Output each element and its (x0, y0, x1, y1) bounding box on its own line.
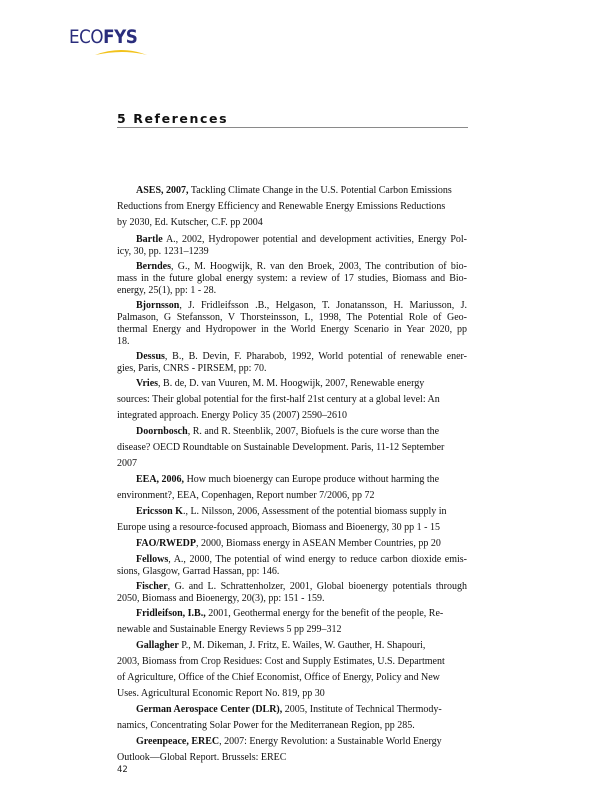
reference-author: Berndes (136, 260, 171, 272)
reference-text: 2007 (117, 457, 137, 469)
reference-line (117, 376, 467, 392)
reference-text: 2001, Geothermal energy for the benefit of the people, Re- (205, 607, 444, 619)
reference-entry (117, 261, 467, 298)
reference-text: How much bioenergy can Europe produce without harming the (184, 473, 440, 485)
reference-entry (117, 424, 467, 472)
reference-line (117, 215, 467, 231)
reference-author: Bjornsson (136, 299, 180, 311)
reference-entry (117, 234, 467, 258)
reference-text: , B., B. Devin, F. Pharabob, 1992, World potential of renewable ener- (164, 351, 467, 363)
reference-line (117, 670, 467, 686)
reference-line (117, 285, 467, 297)
reference-line (117, 654, 467, 670)
reference-text: A., 2002, Hydropower potential and development activities, Energy Pol- (162, 233, 467, 245)
reference-line (117, 273, 467, 285)
reference-text: sources: Their global potential for the first-half 21st century at a global level: An (117, 393, 440, 405)
reference-line (117, 183, 467, 199)
reference-line (117, 554, 467, 566)
reference-line (117, 199, 467, 215)
reference-text: 18. (117, 336, 130, 348)
reference-text: of Agriculture, Office of the Chief Economist, Office of Energy, Policy and New (117, 671, 440, 683)
reference-text: Europe using a resource-focused approach, Biomass and Bioenergy, 30 pp 1 - 15 (117, 521, 440, 533)
section-heading: 5 References (117, 111, 229, 126)
reference-author: Gallagher (136, 639, 179, 651)
heading-rule (117, 127, 468, 128)
reference-author: Fellows (136, 554, 169, 566)
reference-text: 2005, Institute of Technical Thermody- (282, 703, 442, 715)
reference-text: Tackling Climate Change in the U.S. Potential Carbon Emissions (188, 185, 452, 196)
reference-line (117, 702, 467, 718)
reference-line (117, 734, 467, 750)
reference-line (117, 536, 467, 552)
reference-line (117, 593, 467, 605)
reference-entry (117, 554, 467, 578)
reference-entry (117, 376, 467, 424)
reference-author: Greenpeace, EREC (136, 735, 220, 747)
reference-line (117, 622, 467, 638)
reference-line (117, 581, 467, 593)
reference-text: 2003, Biomass from Crop Residues: Cost and Supply Estimates, U.S. Department (117, 655, 445, 667)
reference-entry (117, 581, 467, 605)
reference-text: , 2007: Energy Revolution: a Sustainable World Energy (219, 735, 442, 747)
reference-line (117, 718, 467, 734)
reference-text: sions, Glasgow, Garrad Hassan, pp: 146. (117, 566, 280, 578)
references-list (117, 183, 467, 766)
reference-entry (117, 702, 467, 734)
logo-part1: ECO (69, 26, 104, 48)
reference-text: thermal Energy and Hydropower in the World Energy Scenario in Year 2020, pp (117, 324, 467, 336)
reference-line (117, 336, 467, 348)
reference-entry (117, 183, 467, 231)
logo-swoosh-icon (93, 45, 149, 59)
reference-line (117, 472, 467, 488)
reference-line (117, 750, 467, 766)
reference-line (117, 504, 467, 520)
reference-text: ., L. Nilsson, 2006, Assessment of the potential biomass supply in (182, 505, 447, 517)
reference-line (117, 234, 467, 246)
reference-text: , J. Fridleifsson .B., Helgason, T. Jonatansson, H. Mariusson, J. (179, 299, 467, 311)
reference-entry (117, 472, 467, 504)
reference-entry (117, 638, 467, 702)
reference-line (117, 424, 467, 440)
reference-text: , G. and L. Schrattenholzer, 2001, Global bioenergy potentials through (167, 581, 467, 593)
reference-author: Doornbosch (136, 425, 188, 437)
reference-text: , A., 2000, The potential of wind energy to reduce carbon dioxide emis- (168, 554, 467, 566)
reference-text: Palmason, G Stefansson, V Thorsteinsson, L, 1998, The Potential Role of Geo- (117, 312, 467, 323)
reference-entry (117, 734, 467, 766)
reference-author: German Aerospace Center (DLR), (136, 703, 283, 715)
reference-text: disease? OECD Roundtable on Sustainable Development. Paris, 11-12 September (117, 441, 445, 453)
reference-text: newable and Sustainable Energy Reviews 5 pp 299–312 (117, 623, 342, 635)
reference-line (117, 246, 467, 258)
reference-author: EEA, 2006, (136, 473, 185, 485)
reference-text: , R. and R. Steenblik, 2007, Biofuels is the cure worse than the (187, 425, 440, 437)
reference-entry (117, 536, 467, 552)
reference-entry (117, 606, 467, 638)
reference-author: Vries (136, 377, 159, 389)
reference-entry (117, 300, 467, 349)
reference-author: Fridleifson, I.B., (136, 607, 206, 619)
reference-text: gies, Paris, CNRS - PIRSEM, pp: 70. (117, 363, 267, 375)
reference-line (117, 686, 467, 702)
reference-line (117, 440, 467, 456)
reference-line (117, 312, 467, 324)
reference-author: Fischer (136, 581, 168, 593)
reference-author: ASES, 2007, (136, 185, 189, 196)
page-number: 42 (117, 765, 128, 775)
reference-text: namics, Concentrating Solar Power for the Mediterranean Region, pp 285. (117, 719, 415, 731)
reference-author: FAO/RWEDP (136, 537, 197, 549)
reference-line (117, 520, 467, 536)
reference-line (117, 488, 467, 504)
reference-text: P., M. Dikeman, J. Fritz, E. Wailes, W. Gauther, H. Shapouri, (178, 639, 426, 651)
reference-line (117, 351, 467, 363)
reference-text: by 2030, Ed. Kutscher, C.F. pp 2004 (117, 217, 263, 228)
reference-line (117, 363, 467, 375)
reference-text: , 2000, Biomass energy in ASEAN Member Countries, pp 20 (196, 537, 441, 549)
reference-line (117, 261, 467, 273)
reference-author: Dessus (136, 351, 165, 363)
reference-line (117, 324, 467, 336)
ecofys-logo (69, 26, 149, 62)
reference-text: energy, 25(1), pp: 1 - 28. (117, 285, 217, 296)
reference-entry (117, 351, 467, 375)
reference-text: Uses. Agricultural Economic Report No. 819, pp 30 (117, 687, 325, 699)
reference-text: icy, 30, pp. 1231–1239 (117, 245, 209, 257)
reference-line (117, 408, 467, 424)
reference-line (117, 456, 467, 472)
logo-part2: FYS (103, 26, 138, 48)
reference-line (117, 606, 467, 622)
reference-text: Outlook—Global Report. Brussels: EREC (117, 751, 287, 763)
reference-text: environment?, EEA, Copenhagen, Report number 7/2006, pp 72 (117, 489, 375, 501)
reference-line (117, 300, 467, 312)
reference-text: Reductions from Energy Efficiency and Renewable Energy Emissions Reductions (117, 201, 446, 212)
reference-text: , G., M. Hoogwijk, R. van den Broek, 2003, The contribution of bio- (171, 260, 467, 272)
reference-line (117, 566, 467, 578)
reference-author: Bartle (136, 233, 163, 245)
reference-author: Ericsson K (136, 505, 183, 517)
reference-line (117, 638, 467, 654)
reference-line (117, 392, 467, 408)
reference-text: , B. de, D. van Vuuren, M. M. Hoogwijk, 2007, Renewable energy (158, 377, 425, 389)
reference-text: integrated approach. Energy Policy 35 (2007) 2590–2610 (117, 409, 348, 421)
reference-text: 2050, Biomass and Bioenergy, 20(3), pp: 151 - 159. (117, 593, 325, 605)
reference-entry (117, 504, 467, 536)
reference-text: mass in the future global energy system: a review of 17 studies, Biomass and Bio- (117, 272, 467, 284)
